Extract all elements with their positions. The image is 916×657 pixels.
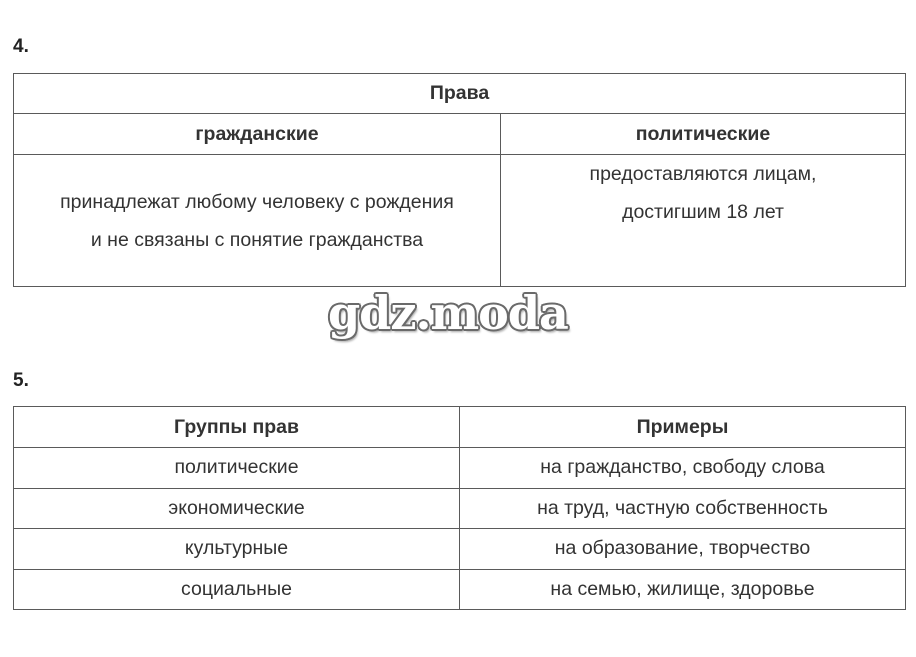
task-5-number: 5. <box>13 370 29 391</box>
example-cell: на труд, частную собственность <box>460 488 906 529</box>
site-watermark-logo: gdz.moda <box>328 286 568 340</box>
header-civil: гражданские <box>14 114 501 155</box>
header-political: политические <box>501 114 906 155</box>
table-row <box>14 448 906 489</box>
political-rights-description <box>501 155 906 287</box>
civil-text-line1: принадлежат любому человеку с рождения <box>60 190 454 213</box>
example-cell: на образование, творчество <box>460 529 906 570</box>
header-examples: Примеры <box>460 407 906 448</box>
civil-text-line2: и не связаны с понятие гражданства <box>90 228 424 251</box>
political-text-line1: предоставляются лицам, <box>589 163 817 185</box>
task-4-number: 4. <box>13 36 29 57</box>
header-groups: Группы прав <box>14 407 460 448</box>
group-cell: социальные <box>14 569 460 610</box>
table-row <box>14 488 906 529</box>
example-cell: на семью, жилище, здоровье <box>460 569 906 610</box>
table-row <box>14 569 906 610</box>
group-cell: культурные <box>14 529 460 570</box>
political-text-line2: достигшим 18 лет <box>622 201 784 223</box>
rights-table-title: Права <box>14 74 906 114</box>
example-cell: на гражданство, свободу слова <box>460 448 906 489</box>
rights-table <box>13 73 906 287</box>
group-cell: политические <box>14 448 460 489</box>
civil-rights-description <box>14 155 501 287</box>
rights-groups-table <box>13 406 906 610</box>
table-row <box>14 529 906 570</box>
group-cell: экономические <box>14 488 460 529</box>
